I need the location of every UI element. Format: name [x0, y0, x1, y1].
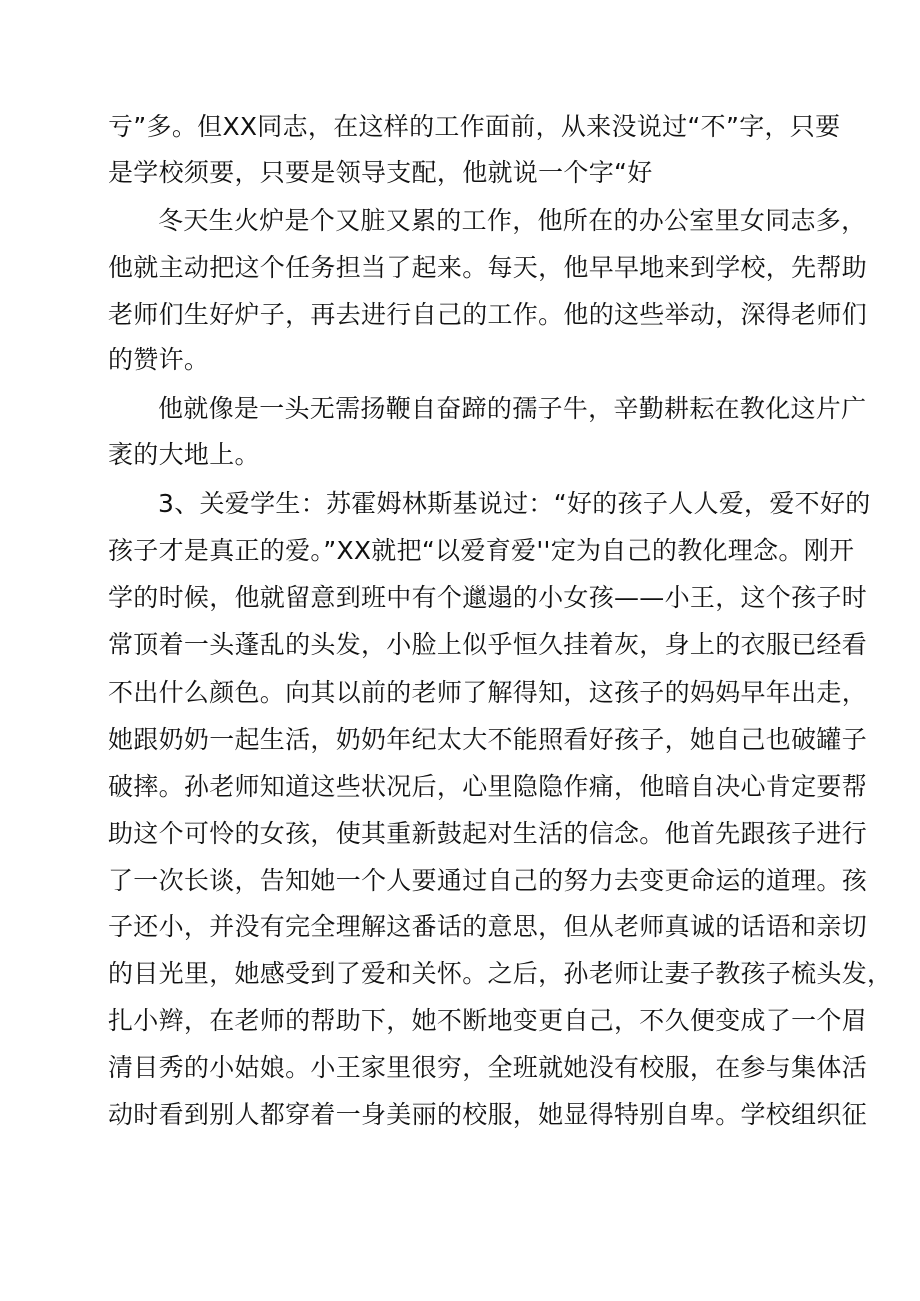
text-line: 学的时候，他就留意到班中有个邋遢的小女孩——小王，这个孩子时 — [108, 583, 868, 612]
text-line: 袤的大地上。 — [108, 440, 260, 469]
paragraph-start-line: 冬天生火炉是个又脏又累的工作，他所在的办公室里女同志多， — [158, 206, 867, 235]
text-line: 她跟奶奶一起生活，奶奶年纪太大不能照看好孩子，她自己也破罐子 — [108, 725, 868, 754]
text-line: 是学校须要，只要是领导支配，他就说一个字“好 — [108, 158, 653, 187]
text-line: 孩子才是真正的爱。”XX就把“以爱育爱''定为自己的教化理念。刚开 — [108, 536, 855, 565]
text-line: 子还小，并没有完全理解这番话的意思，但从老师真诚的话语和亲切 — [108, 912, 868, 941]
text-line: 常顶着一头蓬乱的头发，小脸上似乎恒久挂着灰，身上的衣服已经看 — [108, 630, 868, 659]
text-line: 的赞许。 — [108, 345, 210, 374]
text-line: 的目光里，她感受到了爱和关怀。之后，孙老师让妻子教孩子梳头发， — [108, 959, 893, 988]
text-line: 了一次长谈，告知她一个人要通过自己的努力去变更命运的道理。孩 — [108, 866, 868, 895]
text-line: 清目秀的小姑娘。小王家里很穷，全班就她没有校服，在参与集体活 — [108, 1053, 868, 1082]
text-line: 他就主动把这个任务担当了起来。每天，他早早地来到学校，先帮助 — [108, 253, 868, 282]
text-line: 不出什么颜色。向其以前的老师了解得知，这孩子的妈妈早年出走， — [108, 678, 868, 707]
paragraph-start-line: 3、关爱学生：苏霍姆林斯基说过：“好的孩子人人爱，爱不好的 — [158, 489, 871, 518]
paragraph-start-line: 他就像是一头无需扬鞭自奋蹄的孺子牛，辛勤耕耘在教化这片广 — [158, 394, 867, 423]
text-line: 破摔。孙老师知道这些状况后，心里隐隐作痛，他暗自决心肯定要帮 — [108, 772, 868, 801]
text-line: 动时看到别人都穿着一身美丽的校服，她显得特别自卑。学校组织征 — [108, 1100, 868, 1129]
text-line: 老师们生好炉子，再去进行自己的工作。他的这些举动，深得老师们 — [108, 300, 868, 329]
text-line: 助这个可怜的女孩，使其重新鼓起对生活的信念。他首先跟孩子进行 — [108, 819, 868, 848]
text-line: 扎小辫，在老师的帮助下，她不断地变更自己，不久便变成了一个眉 — [108, 1006, 868, 1035]
text-line: 亏”多。但XX同志，在这样的工作面前，从来没说过“不”字，只要 — [108, 112, 841, 141]
